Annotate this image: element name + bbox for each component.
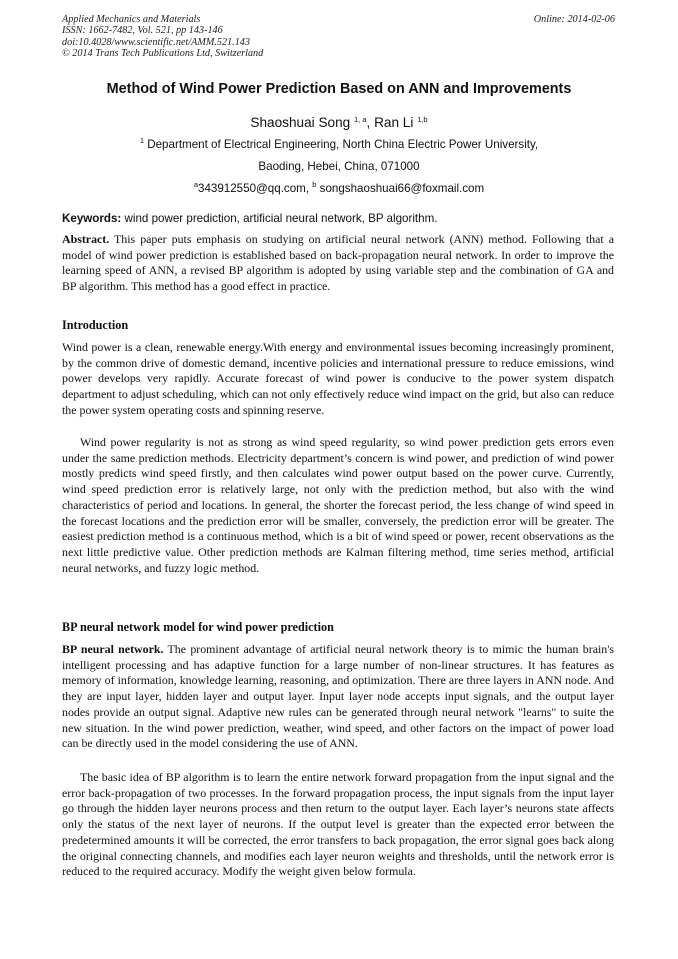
email-line xyxy=(0,182,678,195)
email-mark: b xyxy=(312,180,317,189)
author-separator: , xyxy=(366,115,375,130)
email-address: 343912550@qq.com, xyxy=(198,182,313,195)
author-line xyxy=(0,115,678,130)
affiliation-line-2: Baoding, Hebei, China, 071000 xyxy=(258,160,420,173)
bp-paragraph-2: The basic idea of BP algorithm is to learn the entire network forward propagation from the input signal and the error back-propagation of two processes. In the forward propagation process, the input signals from the input layer go through the hidden layer neurons process and then return to the output layer. Each layer’s neurons state affects only the status of the next layer of neurons. If the output level is greater than the expected error between the predetermined amounts it will be corrected, the error transfers to back propagation, the error signal goes back along the original connecting channels, and modifies each layer neuron weights and thresholds, until the network error is reduced to the required accuracy. Modify the weight given below formula. xyxy=(62,770,614,879)
intro-paragraph-1: Wind power is a clean, renewable energy.With energy and environmental issues becoming increasingly prominent, by the common drive of domestic demand, incentive policies and international pressure to reduce emissions, wind power develops very rapidly. Accurate forecast of wind power is conducive to the power system dispatch department to adjust scheduling, which can not only effectively reduce wind impact on the grid, but also can reduce the power system operating costs and spinning reserve. xyxy=(62,340,614,417)
section-heading-introduction: Introduction xyxy=(62,318,129,332)
journal-issn: ISSN: 1662-7482, Vol. 521, pp 143-146 xyxy=(62,25,223,37)
journal-copyright: © 2014 Trans Tech Publications Ltd, Switzerland xyxy=(62,48,264,60)
section-heading-bp-model: BP neural network model for wind power prediction xyxy=(62,620,334,634)
bp-paragraph-1 xyxy=(62,642,614,752)
author-name: Shaoshuai Song xyxy=(250,115,351,130)
abstract-text: This paper puts emphasis on studying on artificial neural network (ANN) method. Following that a model of wind power prediction is established based on back-propagation neural network. In order to improve the learning speed of ANN, a revised BP algorithm is adopted by using variable step and the combination of GA and BP algorithm. This method has a good effect in practice. xyxy=(62,232,614,294)
keywords-text: wind power prediction, artificial neural network, BP algorithm. xyxy=(121,212,438,225)
bp-paragraph-text: The prominent advantage of artificial neural network theory is to mimic the human brain's intelligent processing and has adaptive function for a large number of non-linear structures. It has features as memory of information, knowledge learning, reasoning, and optimization. There are three layers in ANN node. And they are input layer, hidden layer and output layer. Input layer node accepts input signals, and the output layer nodes provide an output signal. Adaptive new rules can be generated through neural network "learns" to suite the new situation. In the wind power prediction, weather, wind speed, and other factors on the impact of power load can be directly used in the model considering the use of ANN. xyxy=(62,642,614,751)
affiliation-mark: 1 xyxy=(139,136,145,145)
bp-paragraph-label: BP neural network. xyxy=(62,642,164,656)
author-name: Ran Li xyxy=(374,115,414,130)
journal-doi: doi:10.4028/www.scientific.net/AMM.521.143 xyxy=(62,36,250,48)
author-affiliation-mark: 1, a xyxy=(353,115,367,124)
affiliation-line-1 xyxy=(0,138,678,151)
journal-name: Applied Mechanics and Materials xyxy=(62,14,201,25)
affiliation-text: Department of Electrical Engineering, North China Electric Power University, xyxy=(144,138,539,151)
paper-title: Method of Wind Power Prediction Based on ANN and Improvements xyxy=(106,81,572,97)
author-affiliation-mark: 1,b xyxy=(417,115,428,124)
abstract-label: Abstract. xyxy=(62,232,110,246)
email-mark: a xyxy=(193,180,198,189)
email-address: songshaoshuai66@foxmail.com xyxy=(316,182,485,195)
online-date: Online: 2014-02-06 xyxy=(533,14,615,25)
intro-paragraph-2: Wind power regularity is not as strong as wind speed regularity, so wind power prediction gets errors even under the same prediction methods. Electricity department’s concern is wind power, and prediction of wind power mostly predicts wind speed firstly, and then calculates wind power output based on the power curve. Currently, wind speed prediction error is relatively large, not only with the prediction method, but also with the wind characteristics of period and locations. In general, the shorter the forecast period, the less change of wind speed in the forecast locations and the prediction error will be smaller, conversely, the prediction error will be greater. The easiest prediction method is a continuous method, which is a bit of wind speed or power, recent observations as the next little predictive value. Other prediction methods are Kalman filtering method, time series method, artificial neural networks, and fuzzy logic method. xyxy=(62,435,614,575)
keywords-label: Keywords: xyxy=(62,212,122,225)
keywords xyxy=(62,212,437,225)
abstract xyxy=(62,232,614,295)
journal-info xyxy=(62,14,263,60)
